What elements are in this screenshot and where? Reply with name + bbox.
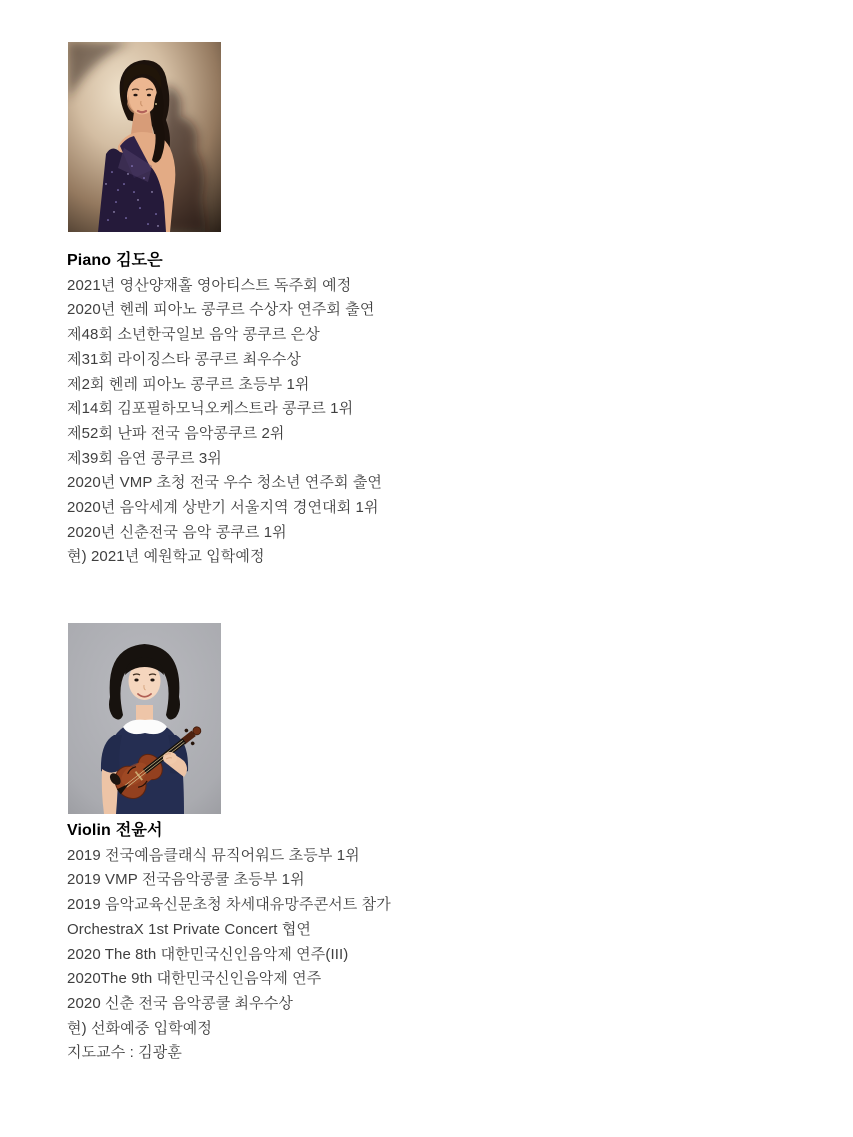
- violinist-achievement-line: OrchestraX 1st Private Concert 협연: [67, 920, 312, 938]
- violinist-teacher-line: 지도교수 : 김광훈: [67, 1044, 182, 1062]
- violinist-name: 전윤서: [115, 822, 163, 839]
- pianist-portrait-illustration: [68, 42, 221, 232]
- pianist-achievement-line: 제2회 헨레 피아노 콩쿠르 초등부 1위: [67, 375, 310, 393]
- violinist-achievement-line: 현) 선화예중 입학예정: [67, 1019, 212, 1037]
- pianist-instrument-label: Piano: [67, 252, 112, 269]
- pianist-bio: [67, 249, 382, 570]
- pianist-achievement-line: 2020년 신춘전국 음악 콩쿠르 1위: [67, 523, 287, 541]
- violinist-achievement-line: 2020The 9th 대한민국신인음악제 연주: [67, 970, 322, 988]
- pianist-achievement-line: 2020년 VMP 초청 전국 우수 청소년 연주회 출연: [67, 474, 383, 492]
- violinist-portrait-photo: [68, 623, 221, 814]
- pianist-achievement-line: 2020년 음악세계 상반기 서울지역 경연대회 1위: [67, 499, 379, 517]
- violinist-achievement-line: 2020 The 8th 대한민국신인음악제 연주(III): [67, 945, 349, 963]
- pianist-achievement-line: 제31회 라이징스타 콩쿠르 최우수상: [67, 350, 301, 368]
- pianist-header: [67, 249, 382, 274]
- pianist-achievement-line: 2020년 헨레 피아노 콩쿠르 수상자 연주회 출연: [67, 301, 375, 319]
- violinist-bio: [67, 819, 391, 1066]
- violinist-achievement-line: 2019 VMP 전국음악콩쿨 초등부 1위: [67, 871, 305, 889]
- pianist-achievement-line: 제48회 소년한국일보 음악 콩쿠르 은상: [67, 326, 320, 344]
- violinist-achievement-line: 2019 음악교육신문초청 차세대유망주콘서트 참가: [67, 896, 391, 914]
- pianist-achievement-line: 현) 2021년 예원학교 입학예정: [67, 548, 265, 566]
- violinist-achievement-line: 2019 전국예음클래식 뮤직어워드 초등부 1위: [67, 846, 360, 864]
- pianist-achievement-line: 제39회 음연 콩쿠르 3위: [67, 449, 222, 467]
- pianist-achievement-line: 제14회 김포필하모닉오케스트라 콩쿠르 1위: [67, 400, 354, 418]
- violinist-instrument-label: Violin: [67, 822, 111, 839]
- violinist-achievement-line: 2020 신춘 전국 음악콩쿨 최우수상: [67, 994, 293, 1012]
- violinist-portrait-illustration: [68, 623, 221, 814]
- pianist-achievement-line: 제52회 난파 전국 음악콩쿠르 2위: [67, 424, 285, 442]
- pianist-achievement-line: 2021년 영산양재홀 영아티스트 독주회 예정: [67, 276, 352, 294]
- pianist-portrait-photo: [68, 42, 221, 232]
- violinist-header: [67, 819, 391, 844]
- pianist-name: 김도은: [116, 252, 163, 269]
